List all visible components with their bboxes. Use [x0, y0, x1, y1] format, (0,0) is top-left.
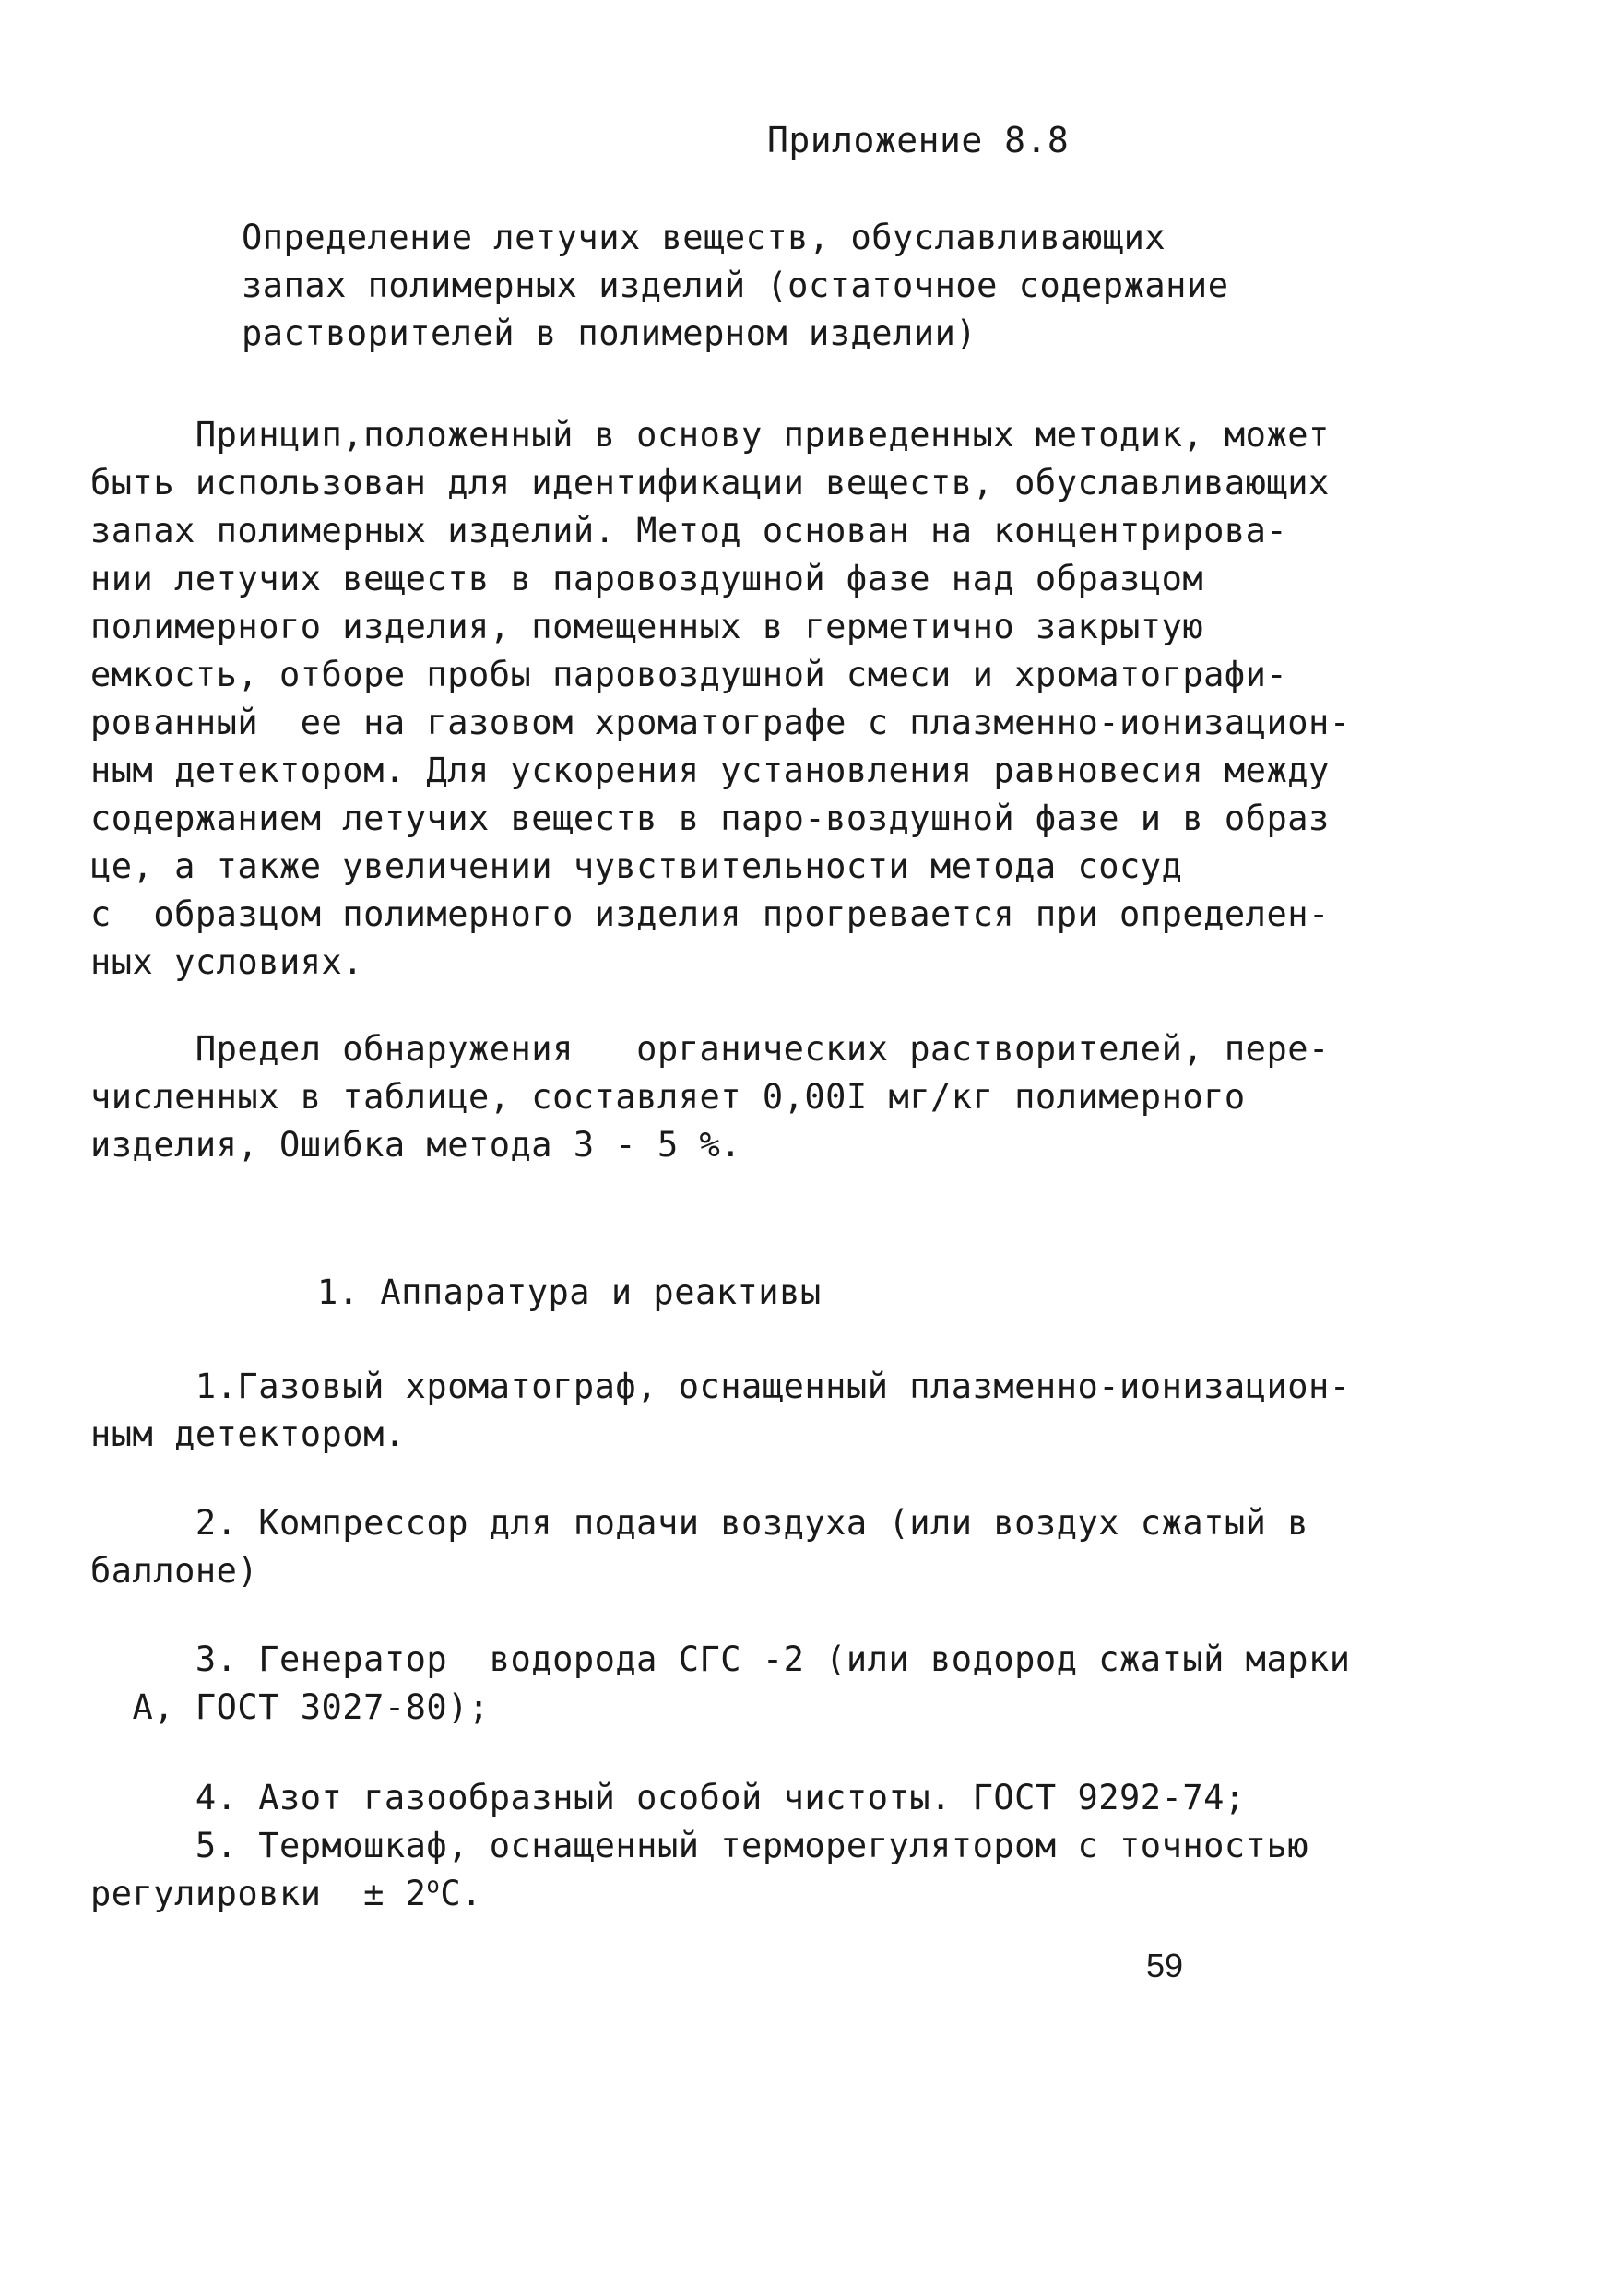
principle-line-7: рованный ее на газовом хроматографе с плазменно-ионизацион- — [90, 703, 1351, 742]
detection-line-3: изделия, Ошибка метода 3 - 5 %. — [90, 1125, 742, 1165]
degree-superscript: о — [426, 1872, 441, 1899]
principle-line-11: с образцом полимерного изделия прогревается при определен- — [90, 894, 1330, 934]
item-4-line: 4. Азот газообразный особой чистоты. ГОСТ 9292-74; — [90, 1778, 1246, 1817]
principle-line-4: нии летучих веществ в паровоздушной фазе над образцом — [90, 559, 1204, 598]
title-line-1: Определение летучих веществ, обуславливающих — [242, 218, 1166, 257]
item-1-line-2: ным детектором. — [90, 1414, 406, 1454]
principle-line-9: содержанием летучих веществ в паро-воздушной фазе и в образ — [90, 799, 1330, 838]
principle-line-5: полимерного изделия, помещенных в герметично закрытую — [90, 607, 1204, 646]
section-heading: 1. Аппаратура и реактивы — [317, 1272, 822, 1312]
item-1-line-1: 1.Газовый хроматограф, оснащенный плазменно-ионизацион- — [90, 1367, 1351, 1406]
item-3-line-1: 3. Генератор водорода СГС -2 (или водород сжатый марки — [90, 1639, 1351, 1679]
page-number: 59 — [1146, 1947, 1184, 1984]
item-5-prefix: регулировки ± 2 — [90, 1874, 427, 1913]
item-3-line-2: А, ГОСТ 3027-80); — [90, 1687, 490, 1727]
principle-line-8: ным детектором. Для ускорения установления равновесия между — [90, 751, 1330, 790]
principle-line-2: быть использован для идентификации веществ, обуславливающих — [90, 463, 1330, 503]
principle-line-1: Принцип,положенный в основу приведенных методик, может — [90, 415, 1330, 455]
principle-line-10: це, а также увеличении чувствительности метода сосуд — [90, 846, 1183, 886]
principle-line-12: ных условиях. — [90, 942, 364, 982]
principle-line-6: емкость, отборе пробы паровоздушной смеси и хроматографи- — [90, 655, 1288, 694]
item-2-line-2: баллоне) — [90, 1551, 259, 1591]
appendix-label: Приложение 8.8 — [767, 120, 1070, 160]
detection-line-2: численных в таблице, составляет 0,00I мг/кг полимерного — [90, 1077, 1246, 1117]
item-2-line-1: 2. Компрессор для подачи воздуха (или воздух сжатый в — [90, 1503, 1309, 1543]
title-line-2: запах полимерных изделий (остаточное содержание — [242, 266, 1229, 305]
item-5-line-2 — [90, 1870, 482, 1918]
item-5-suffix: С. — [440, 1874, 482, 1913]
title-line-3: растворителей в полимерном изделии) — [242, 314, 977, 353]
item-5-line-1: 5. Термошкаф, оснащенный терморегулятором с точностью — [90, 1826, 1309, 1865]
detection-line-1: Предел обнаружения органических растворителей, пере- — [90, 1029, 1330, 1069]
principle-line-3: запах полимерных изделий. Метод основан на концентрирова- — [90, 511, 1288, 550]
